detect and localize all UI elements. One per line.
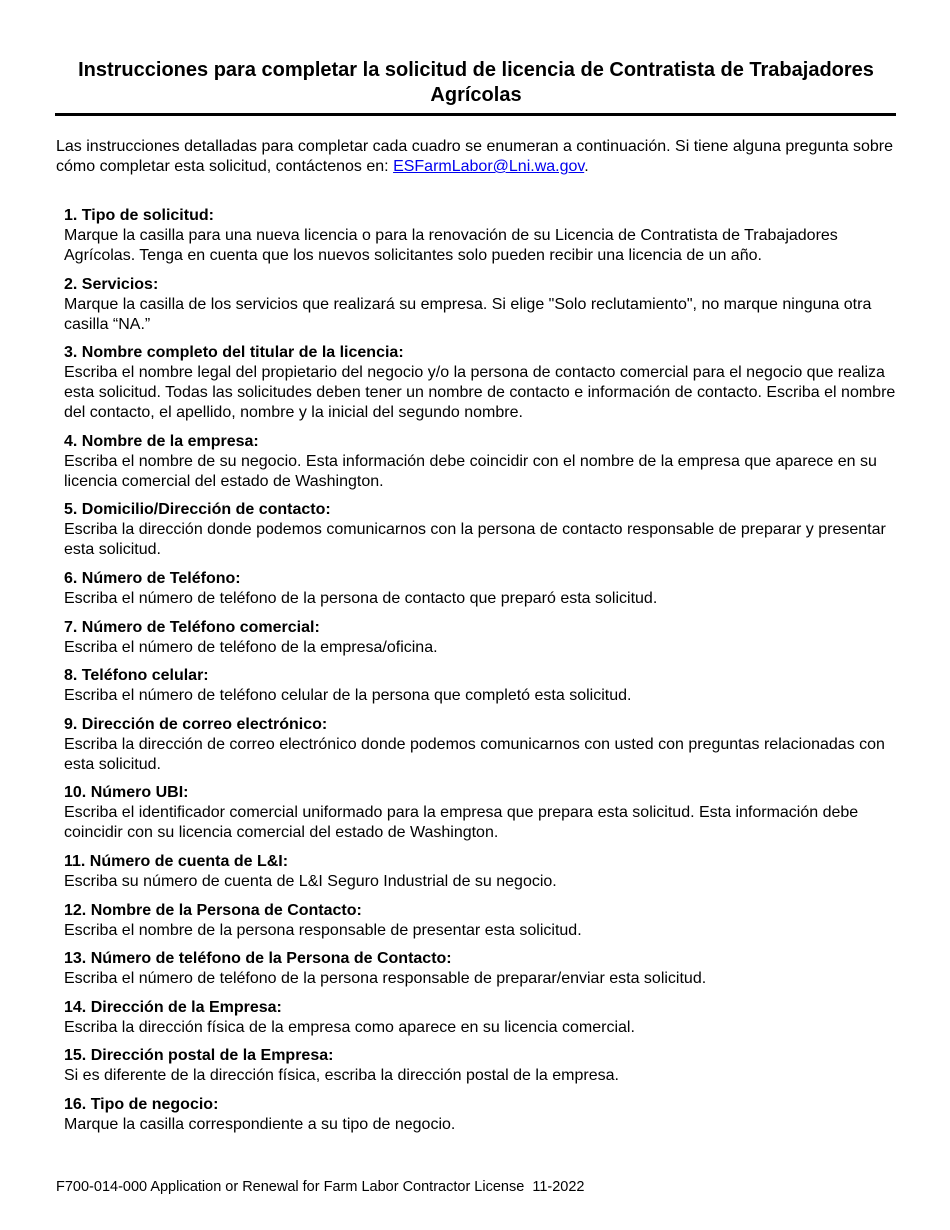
item-text: Escriba la dirección de correo electrónico donde podemos comunicarnos con usted con preguntas relacionadas con esta solicitud. — [64, 735, 885, 773]
instruction-item-4 — [64, 432, 896, 492]
item-title: 9. Dirección de correo electrónico: — [64, 715, 328, 733]
item-title: 1. Tipo de solicitud: — [64, 207, 214, 224]
item-text: Escriba el identificador comercial uniformado para la empresa que prepara esta solicitud. Esta información debe coincidir con su licencia comercial del estado de Washington. — [64, 804, 859, 842]
item-title: 8. Teléfono celular: — [64, 667, 209, 685]
item-title: 15. Dirección postal de la Empresa: — [64, 1047, 334, 1065]
intro-paragraph — [56, 137, 896, 177]
intro-text: Las instrucciones detalladas para completar cada cuadro se enumeran a continuación. Si tiene alguna pregunta sobre cómo completar esta solicitud, contáctenos en: — [56, 138, 893, 175]
item-text: Marque la casilla de los servicios que realizará su empresa. Si elige "Solo reclutamiento", no marque ninguna otra casilla “NA.” — [64, 295, 872, 333]
item-text: Marque la casilla correspondiente a su tipo de negocio. — [64, 1115, 456, 1133]
item-title: 7. Número de Teléfono comercial: — [64, 618, 320, 636]
instruction-item-1 — [64, 206, 896, 266]
item-text: Marque la casilla para una nueva licencia o para la renovación de su Licencia de Contratista de Trabajadores Agrícolas. Tenga en cuenta que los nuevos solicitantes solo pueden recibir una licencia de un año. — [64, 227, 838, 264]
item-text: Escriba el número de teléfono de la persona de contacto que preparó esta solicitud. — [64, 589, 658, 607]
instruction-item-14 — [64, 998, 896, 1038]
item-title: 14. Dirección de la Empresa: — [64, 998, 282, 1016]
item-title: 10. Número UBI: — [64, 784, 189, 802]
instruction-item-2 — [64, 275, 896, 335]
item-text: Escriba el número de teléfono de la empresa/oficina. — [64, 638, 438, 656]
item-text: Escriba el nombre de su negocio. Esta información debe coincidir con el nombre de la empresa que aparece en su licencia comercial del estado de Washington. — [64, 452, 877, 490]
instruction-item-10 — [64, 783, 896, 843]
instruction-item-6 — [64, 569, 896, 609]
item-text: Escriba la dirección donde podemos comunicarnos con la persona de contacto responsable de preparar y presentar esta solicitud. — [64, 521, 886, 559]
item-title: 11. Número de cuenta de L&I: — [64, 852, 289, 870]
item-title: 13. Número de teléfono de la Persona de Contacto: — [64, 950, 452, 968]
instruction-item-11 — [64, 852, 896, 892]
item-title: 6. Número de Teléfono: — [64, 569, 241, 587]
item-text: Escriba el nombre legal del propietario del negocio y/o la persona de contacto comercial para el negocio que realiza esta solicitud. Todas las solicitudes deben tener un nombre de contacto e información de contacto. Escriba el nombre del contacto, el apellido, nombre y la inicial del segundo nombre. — [64, 364, 896, 422]
item-title: 3. Nombre completo del titular de la licencia: — [64, 344, 404, 362]
form-footer: F700-014-000 Application or Renewal for Farm Labor Contractor License 11-2022 — [56, 1179, 585, 1195]
instruction-item-5 — [64, 500, 896, 560]
item-text: Escriba la dirección física de la empresa como aparece en su licencia comercial. — [64, 1018, 635, 1036]
item-text: Escriba su número de cuenta de L&I Seguro Industrial de su negocio. — [64, 872, 557, 890]
item-text: Escriba el número de teléfono celular de la persona que completó esta solicitud. — [64, 687, 632, 705]
instruction-list — [64, 206, 896, 1144]
instruction-item-8 — [64, 666, 896, 706]
title-divider — [55, 113, 896, 116]
instruction-item-15 — [64, 1046, 896, 1086]
instruction-item-13 — [64, 949, 896, 989]
item-title: 12. Nombre de la Persona de Contacto: — [64, 901, 362, 919]
item-text: Escriba el número de teléfono de la persona responsable de preparar/enviar esta solicitud. — [64, 970, 707, 988]
item-text: Escriba el nombre de la persona responsable de presentar esta solicitud. — [64, 921, 582, 939]
instruction-item-7 — [64, 618, 896, 658]
item-title: 2. Servicios: — [64, 275, 159, 293]
item-title: 4. Nombre de la empresa: — [64, 432, 259, 450]
contact-email-link[interactable]: ESFarmLabor@Lni.wa.gov — [393, 158, 585, 175]
instruction-item-3 — [64, 343, 896, 423]
intro-text-end: . — [584, 158, 589, 175]
instruction-item-12 — [64, 901, 896, 941]
item-text: Si es diferente de la dirección física, escriba la dirección postal de la empresa. — [64, 1067, 619, 1085]
item-title: 5. Domicilio/Dirección de contacto: — [64, 501, 331, 519]
item-title: 16. Tipo de negocio: — [64, 1095, 219, 1113]
instruction-item-16 — [64, 1095, 896, 1135]
instruction-item-9 — [64, 715, 896, 775]
page-title: Instrucciones para completar la solicitud de licencia de Contratista de Trabajadores Agrícolas — [78, 59, 874, 106]
